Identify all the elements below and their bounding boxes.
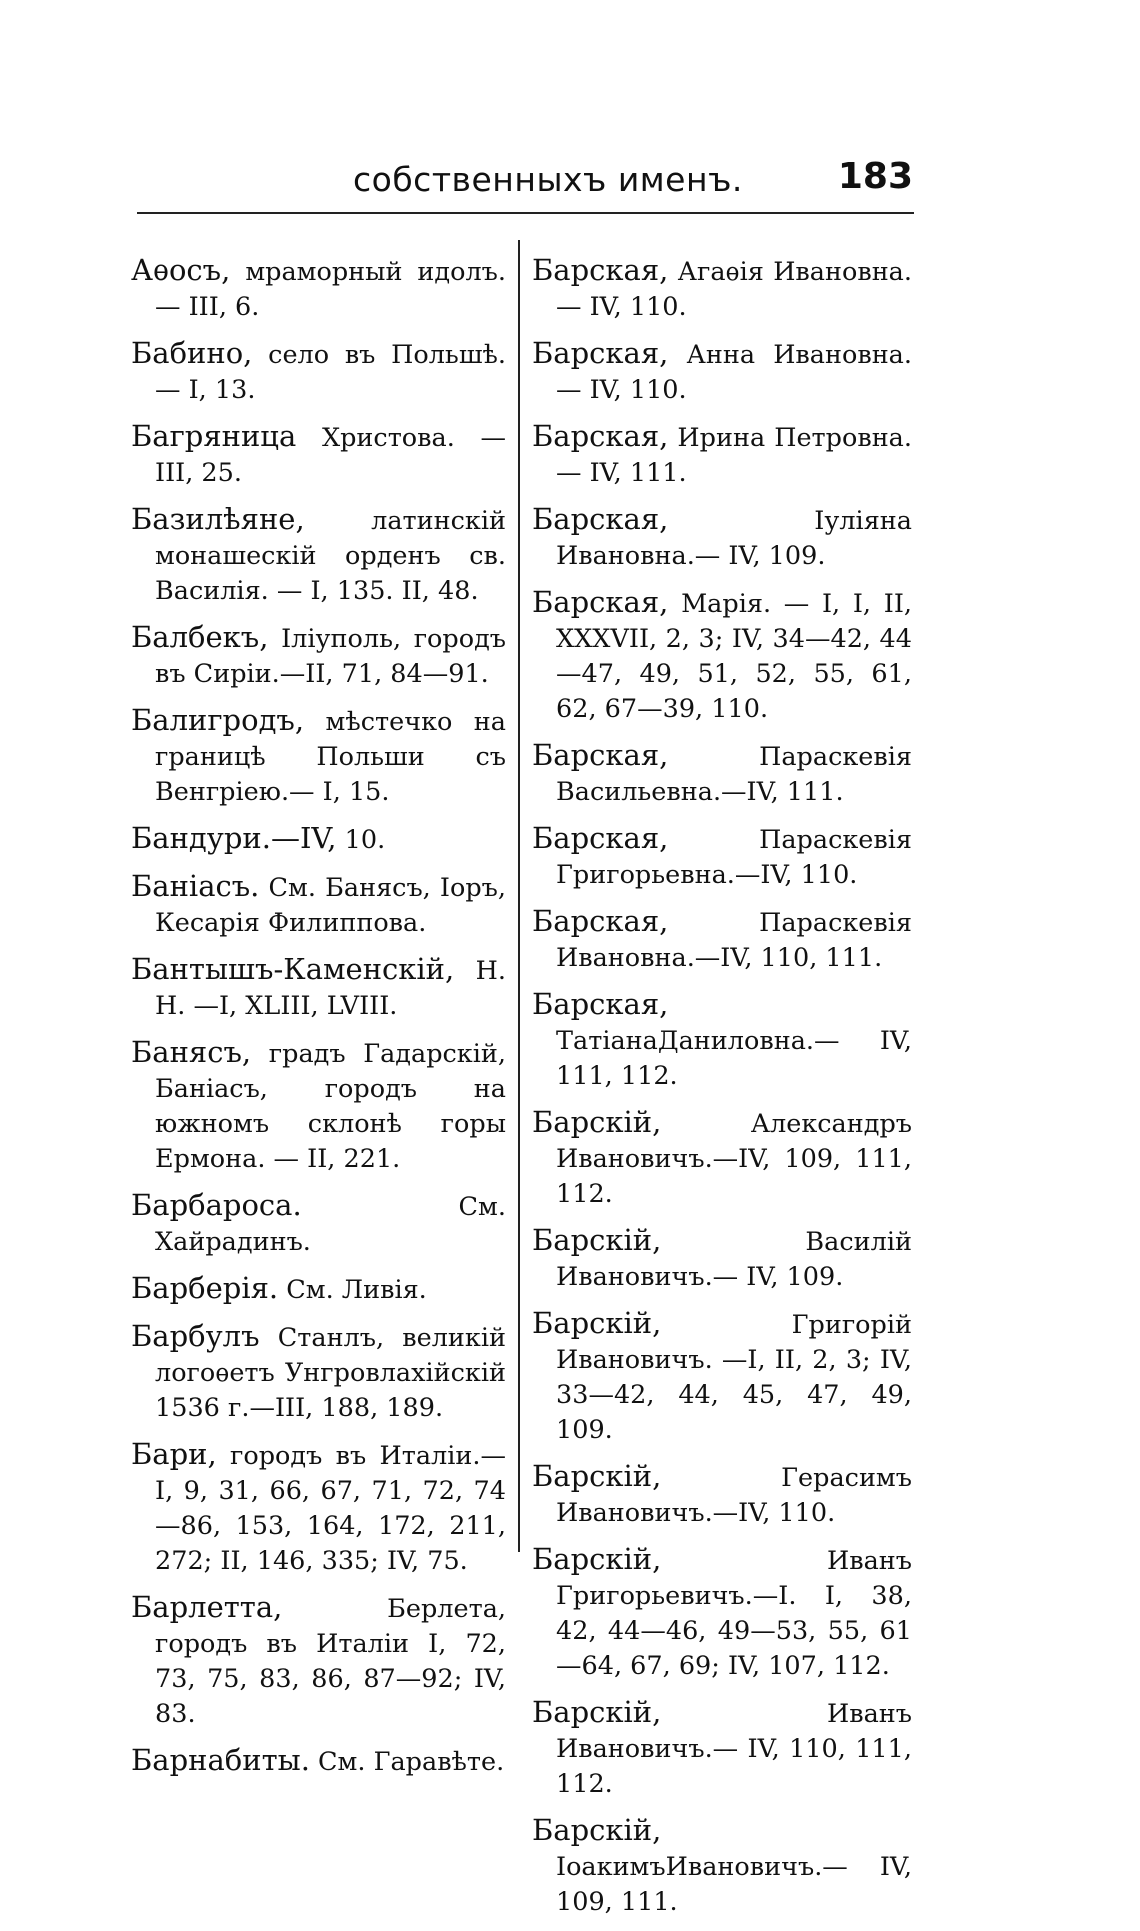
entry-text: Василій Ивановичъ.— IV, 109. (556, 1227, 912, 1292)
entry-headword: Барская, (532, 738, 669, 772)
column-divider (518, 240, 520, 1552)
index-entry (131, 1743, 506, 1780)
index-entry (131, 821, 506, 858)
entry-text: Ирина Петровна.— IV, 111. (556, 423, 912, 488)
entry-headword: Бантышъ-Каменскій, (131, 952, 455, 986)
entry-headword: Балигродъ, (131, 703, 305, 737)
entry-text: См. Гаравѣте. (318, 1747, 505, 1777)
entry-text: Григорій Ивановичъ. —I, II, 2, 3; IV, 33—42, 44, 45, 47, 49, 109. (556, 1310, 912, 1445)
entry-text: Н. Н. —I, XLIII, LVIII. (155, 956, 506, 1021)
entry-headword: Барская, (532, 585, 669, 619)
entry-text: ТатіанаДаниловна.— IV, 111, 112. (556, 1026, 912, 1091)
entry-headword: Барскій, (532, 1223, 662, 1257)
entry-headword: Барскій, (532, 1306, 662, 1340)
entry-headword: Барнабиты. (131, 1743, 310, 1777)
entry-headword: Балбекъ, (131, 620, 269, 654)
entry-headword: Барбулъ (131, 1319, 260, 1353)
entry-headword: Барская, (532, 419, 669, 453)
index-entry (532, 253, 912, 325)
entry-headword: Барскій, (532, 1459, 662, 1493)
index-entry (532, 419, 912, 491)
entry-headword: Барская, (532, 904, 669, 938)
entry-text: Параскевія Григорьевна.—IV, 110. (556, 825, 912, 890)
index-entry (131, 1271, 506, 1308)
index-entry (532, 904, 912, 976)
entry-headword: Барская, (532, 336, 669, 370)
entry-headword: Барскій, (532, 1542, 662, 1576)
entry-headword: Барберія. (131, 1271, 279, 1305)
index-entry (131, 419, 506, 491)
index-entry (532, 336, 912, 408)
entry-text: См. Хайрадинъ. (155, 1192, 506, 1257)
index-entry (131, 620, 506, 692)
entry-headword: Барская, (532, 502, 669, 536)
entry-headword: Барлетта, (131, 1590, 283, 1624)
index-entry (131, 703, 506, 810)
index-entry (532, 502, 912, 574)
entry-headword: Барская, (532, 821, 669, 855)
entry-headword: Барская, (532, 987, 669, 1021)
index-entry (532, 1306, 912, 1448)
entry-text: Іуліяна Ивановна.— IV, 109. (556, 506, 912, 571)
entry-headword: Бабино, (131, 336, 253, 370)
index-entry (131, 1035, 506, 1177)
entry-headword: Аѳосъ, (131, 253, 231, 287)
entry-headword: Барскій, (532, 1695, 662, 1729)
entry-text: См. Банясъ, Іоръ, Кесарія Филиппова. (155, 873, 506, 938)
entry-text: Берлета, городъ въ Италіи I, 72, 73, 75, 83, 86, 87—92; IV, 83. (155, 1594, 506, 1729)
entry-headword: Барбароса. (131, 1188, 302, 1222)
index-entry (532, 1542, 912, 1684)
entry-text: Марія. — I, I, II, XXXVII, 2, 3; IV, 34—42, 44—47, 49, 51, 52, 55, 61, 62, 67—39, 110. (556, 589, 912, 724)
index-entry (131, 869, 506, 941)
entry-headword: Бари, (131, 1437, 217, 1471)
entry-text: Иванъ Григорьевичъ.—I. I, 38, 42, 44—46, 49—53, 55, 61—64, 67, 69; IV, 107, 112. (556, 1546, 912, 1681)
entry-text: Агаѳія Ивановна.— IV, 110. (556, 257, 912, 322)
index-entry (532, 1695, 912, 1802)
entry-headword: Барская, (532, 253, 669, 287)
entry-text: Анна Ивановна. — IV, 110. (556, 340, 912, 405)
index-entry (532, 1105, 912, 1212)
entry-headword: Банясъ, (131, 1035, 252, 1069)
index-entry (532, 821, 912, 893)
index-entry (532, 1223, 912, 1295)
index-entry (532, 585, 912, 727)
index-column-right (532, 253, 912, 1931)
entry-text: Александръ Ивановичъ.—IV, 109, 111, 112. (556, 1109, 912, 1209)
index-entry (131, 1437, 506, 1579)
index-entry (131, 1590, 506, 1732)
entry-text: Параскевія Ивановна.—IV, 110, 111. (556, 908, 912, 973)
index-entry (532, 738, 912, 810)
index-entry (131, 253, 506, 325)
index-entry (532, 1459, 912, 1531)
entry-text: См. Ливія. (286, 1275, 427, 1305)
entry-text: Герасимъ Ивановичъ.—IV, 110. (556, 1463, 912, 1528)
entry-text: село въ Польшѣ.— I, 13. (155, 340, 507, 405)
entry-text: латинскій монашескій орденъ св. Василія. — I, 135. II, 48. (155, 506, 506, 606)
header-rule (137, 212, 914, 214)
entry-text: Іліуполь, городъ въ Сиріи.—II, 71, 84—91. (155, 624, 507, 689)
entry-text: 10. (344, 825, 386, 855)
index-entry (131, 502, 506, 609)
running-title: собственныхъ именъ. (353, 160, 743, 199)
index-entry (131, 952, 506, 1024)
entry-text: Параскевія Васильевна.—IV, 111. (556, 742, 912, 807)
index-entry (131, 1319, 506, 1426)
entry-text: ІоакимъИвановичъ.— IV, 109, 111. (556, 1852, 912, 1917)
entry-text: мѣстечко на границѣ Польши съ Венгріею.— I, 15. (155, 707, 506, 807)
index-entry (532, 1813, 912, 1920)
entry-headword: Барскій, (532, 1105, 662, 1139)
entry-headword: Багряница (131, 419, 297, 453)
entry-headword: Баніасъ. (131, 869, 260, 903)
entry-headword: Бандури.—IV, (131, 821, 337, 855)
entry-text: градъ Гадарскій, Баніасъ, городъ на южномъ склонѣ горы Ермона. — II, 221. (155, 1039, 506, 1174)
running-head (135, 156, 915, 208)
entry-text: Христова. — III, 25. (155, 423, 506, 488)
entry-text: Станлъ, великій логоѳетъ Унгровлахійскій 1536 г.—III, 188, 189. (155, 1323, 507, 1423)
index-entry (532, 987, 912, 1094)
entry-headword: Барскій, (532, 1813, 662, 1847)
entry-text: городъ въ Италіи.—I, 9, 31, 66, 67, 71, 72, 74—86, 153, 164, 172, 211, 272; II, 146, 335; IV, 75. (155, 1441, 506, 1576)
page-number: 183 (837, 156, 913, 197)
index-column-left (131, 253, 506, 1791)
entry-text: Иванъ Ивановичъ.— IV, 110, 111, 112. (556, 1699, 912, 1799)
index-entry (131, 336, 506, 408)
entry-headword: Базилѣяне, (131, 502, 305, 536)
index-entry (131, 1188, 506, 1260)
entry-text: мраморный идолъ. — III, 6. (155, 257, 506, 322)
